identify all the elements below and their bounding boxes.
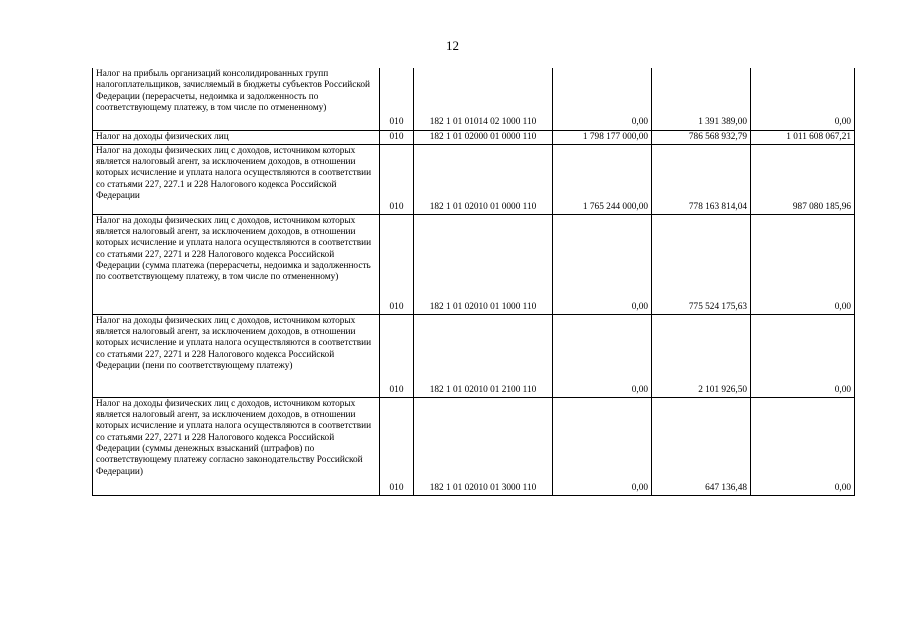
row-executed: 786 568 932,79 bbox=[652, 130, 751, 144]
revenue-table bbox=[92, 68, 855, 496]
row-budget-code: 182 1 01 02010 01 2100 110 bbox=[414, 314, 553, 397]
row-unexecuted: 987 080 185,96 bbox=[751, 144, 855, 214]
row-budget-code: 182 1 01 02010 01 3000 110 bbox=[414, 397, 553, 495]
row-unexecuted: 0,00 bbox=[751, 68, 855, 130]
row-unexecuted: 1 011 608 067,21 bbox=[751, 130, 855, 144]
row-unexecuted: 0,00 bbox=[751, 397, 855, 495]
row-executed: 647 136,48 bbox=[652, 397, 751, 495]
row-line-code: 010 bbox=[380, 397, 414, 495]
table-row bbox=[93, 144, 855, 214]
row-approved: 0,00 bbox=[553, 68, 652, 130]
row-line-code: 010 bbox=[380, 68, 414, 130]
row-name: Налог на доходы физических лиц bbox=[93, 130, 380, 144]
row-approved: 0,00 bbox=[553, 214, 652, 314]
row-name: Налог на доходы физических лиц с доходов, источником которых является налоговый агент, за исключением доходов, в отношении которых исчисление и уплата налога осуществляются в соответствии со статьями 227, 2271 и 228 Налогового кодекса Российской Федерации (пени по соответствующему платежу) bbox=[93, 314, 380, 397]
row-approved: 0,00 bbox=[553, 314, 652, 397]
row-executed: 778 163 814,04 bbox=[652, 144, 751, 214]
table-row bbox=[93, 68, 855, 130]
row-budget-code: 182 1 01 01014 02 1000 110 bbox=[414, 68, 553, 130]
row-approved: 1 765 244 000,00 bbox=[553, 144, 652, 214]
row-line-code: 010 bbox=[380, 214, 414, 314]
row-budget-code: 182 1 01 02010 01 1000 110 bbox=[414, 214, 553, 314]
row-unexecuted: 0,00 bbox=[751, 214, 855, 314]
row-name: Налог на доходы физических лиц с доходов, источником которых является налоговый агент, за исключением доходов, в отношении которых исчисление и уплата налога осуществляются в соответствии со статьями 227, 2271 и 228 Налогового кодекса Российской Федерации (суммы денежных взысканий (штрафов) по соответствующему платежу согласно законодательству Российской Федерации) bbox=[93, 397, 380, 495]
row-line-code: 010 bbox=[380, 314, 414, 397]
row-budget-code: 182 1 01 02000 01 0000 110 bbox=[414, 130, 553, 144]
row-approved: 0,00 bbox=[553, 397, 652, 495]
table-row bbox=[93, 314, 855, 397]
row-unexecuted: 0,00 bbox=[751, 314, 855, 397]
row-approved: 1 798 177 000,00 bbox=[553, 130, 652, 144]
row-name: Налог на доходы физических лиц с доходов, источником которых является налоговый агент, за исключением доходов, в отношении которых исчисление и уплата налога осуществляются в соответствии со статьями 227, 2271 и 228 Налогового кодекса Российской Федерации (сумма платежа (перерасчеты, недоимка и задолженность по соответствующему платежу, в том числе по отмененному) bbox=[93, 214, 380, 314]
row-name: Налог на доходы физических лиц с доходов, источником которых является налоговый агент, за исключением доходов, в отношении которых исчисление и уплата налога осуществляются в соответствии со статьями 227, 227.1 и 228 Налогового кодекса Российской Федерации bbox=[93, 144, 380, 214]
row-line-code: 010 bbox=[380, 144, 414, 214]
row-line-code: 010 bbox=[380, 130, 414, 144]
row-name: Налог на прибыль организаций консолидированных групп налогоплательщиков, зачисляемый в бюджеты субъектов Российской Федерации (перерасчеты, недоимка и задолженность по соответствующему платежу, в том числе по отмененному) bbox=[93, 68, 380, 130]
table-row bbox=[93, 214, 855, 314]
page-number: 12 bbox=[446, 38, 459, 53]
table-row bbox=[93, 397, 855, 495]
row-executed: 1 391 389,00 bbox=[652, 68, 751, 130]
row-budget-code: 182 1 01 02010 01 0000 110 bbox=[414, 144, 553, 214]
row-executed: 2 101 926,50 bbox=[652, 314, 751, 397]
row-executed: 775 524 175,63 bbox=[652, 214, 751, 314]
table-row bbox=[93, 130, 855, 144]
